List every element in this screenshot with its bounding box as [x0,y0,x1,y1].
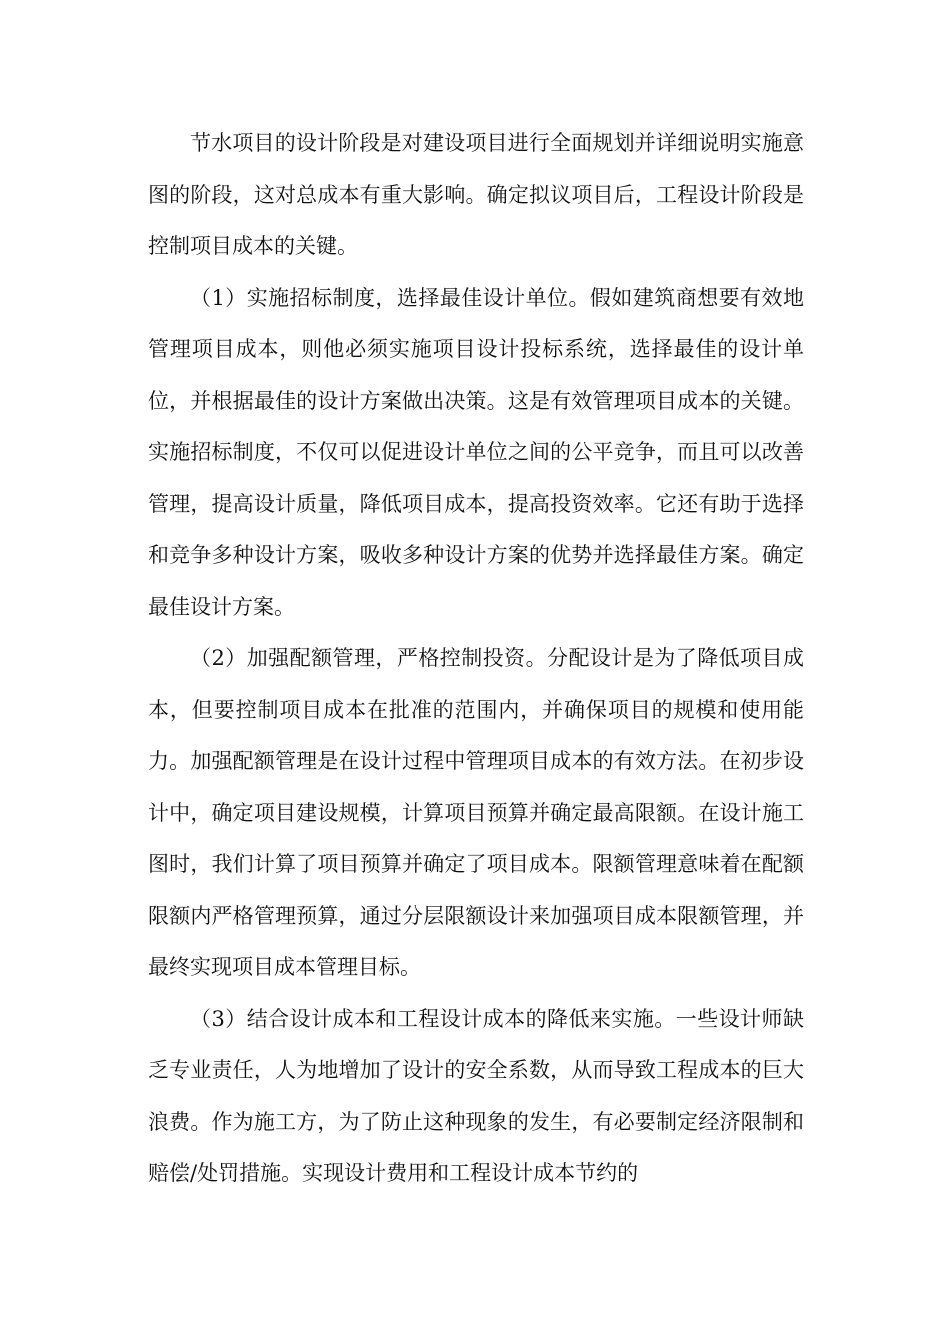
paragraph-point-1: （1）实施招标制度，选择最佳设计单位。假如建筑商想要有效地管理项目成本，则他必须实施项目设计投标系统，选择最佳的设计单位，并根据最佳的设计方案做出决策。这是有效管理项目成本的关键。实施招标制度，不仅可以促进设计单位之间的公平竞争，而且可以改善管理，提高设计质量，降低项目成本，提高投资效率。它还有助于选择和竞争多种设计方案，吸收多种设计方案的优势并选择最佳方案。确定最佳设计方案。 [148,285,804,619]
paragraph-point-3: （3）结合设计成本和工程设计成本的降低来实施。一些设计师缺乏专业责任，人为地增加了设计的安全系数，从而导致工程成本的巨大浪费。作为施工方，为了防止这种现象的发生，有必要制定经济限制和赔偿/处罚措施。实现设计费用和工程设计成本节约的 [148,1006,804,1185]
document-page [148,118,804,1200]
paragraph-intro: 节水项目的设计阶段是对建设项目进行全面规划并详细说明实施意图的阶段，这对总成本有重大影响。确定拟议项目后，工程设计阶段是控制项目成本的关键。 [148,131,804,258]
paragraph-point-2: （2）加强配额管理，严格控制投资。分配设计是为了降低项目成本，但要控制项目成本在批准的范围内，并确保项目的规模和使用能力。加强配额管理是在设计过程中管理项目成本的有效方法。在初步设计中，确定项目建设规模，计算项目预算并确定最高限额。在设计施工图时，我们计算了项目预算并确定了项目成本。限额管理意味着在配额限额内严格管理预算，通过分层限额设计来加强项目成本限额管理，并最终实现项目成本管理目标。 [148,646,804,979]
